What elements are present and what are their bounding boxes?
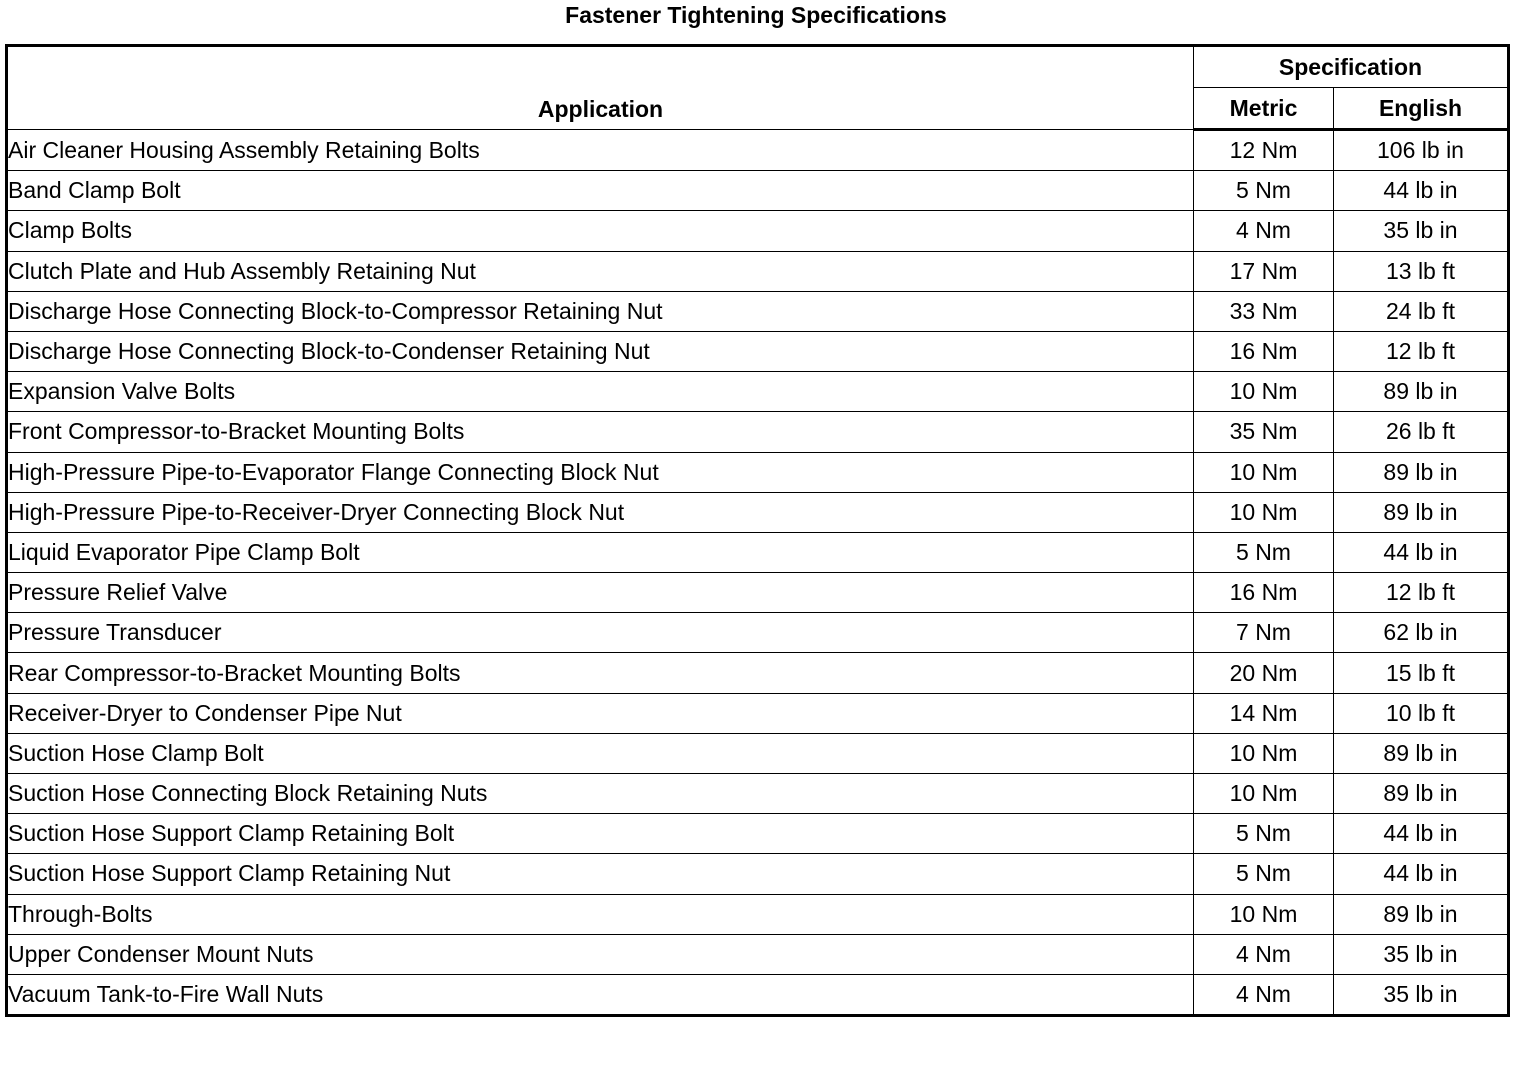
table-row	[7, 854, 1509, 894]
metric-cell: 10 Nm	[1194, 372, 1334, 412]
metric-cell: 10 Nm	[1194, 733, 1334, 773]
application-cell: Discharge Hose Connecting Block-to-Compressor Retaining Nut	[7, 291, 1194, 331]
table-row	[7, 211, 1509, 251]
table-row	[7, 291, 1509, 331]
application-cell: Pressure Transducer	[7, 613, 1194, 653]
metric-cell: 12 Nm	[1194, 130, 1334, 171]
table-row	[7, 573, 1509, 613]
metric-cell: 16 Nm	[1194, 331, 1334, 371]
application-cell: Front Compressor-to-Bracket Mounting Bolts	[7, 412, 1194, 452]
english-cell: 35 lb in	[1334, 934, 1509, 974]
english-cell: 89 lb in	[1334, 733, 1509, 773]
metric-cell: 5 Nm	[1194, 171, 1334, 211]
metric-cell: 14 Nm	[1194, 693, 1334, 733]
metric-cell: 17 Nm	[1194, 251, 1334, 291]
english-cell: 24 lb ft	[1334, 291, 1509, 331]
metric-cell: 35 Nm	[1194, 412, 1334, 452]
specification-column-header: Specification	[1194, 46, 1509, 88]
metric-cell: 16 Nm	[1194, 573, 1334, 613]
english-cell: 106 lb in	[1334, 130, 1509, 171]
application-cell: Discharge Hose Connecting Block-to-Condenser Retaining Nut	[7, 331, 1194, 371]
english-column-header: English	[1334, 88, 1509, 130]
table-row	[7, 452, 1509, 492]
application-cell: Pressure Relief Valve	[7, 573, 1194, 613]
english-cell: 89 lb in	[1334, 774, 1509, 814]
english-cell: 15 lb ft	[1334, 653, 1509, 693]
table-row	[7, 934, 1509, 974]
metric-cell: 5 Nm	[1194, 854, 1334, 894]
english-cell: 44 lb in	[1334, 854, 1509, 894]
application-cell: Rear Compressor-to-Bracket Mounting Bolts	[7, 653, 1194, 693]
table-row	[7, 653, 1509, 693]
metric-column-header: Metric	[1194, 88, 1334, 130]
application-cell: Liquid Evaporator Pipe Clamp Bolt	[7, 532, 1194, 572]
metric-cell: 10 Nm	[1194, 452, 1334, 492]
metric-cell: 10 Nm	[1194, 492, 1334, 532]
table-row	[7, 251, 1509, 291]
table-row	[7, 974, 1509, 1015]
english-cell: 62 lb in	[1334, 613, 1509, 653]
fastener-spec-table	[5, 44, 1510, 1017]
metric-cell: 7 Nm	[1194, 613, 1334, 653]
table-row	[7, 492, 1509, 532]
application-cell: Suction Hose Support Clamp Retaining Bolt	[7, 814, 1194, 854]
application-cell: Vacuum Tank-to-Fire Wall Nuts	[7, 974, 1194, 1015]
english-cell: 12 lb ft	[1334, 331, 1509, 371]
application-cell: Suction Hose Clamp Bolt	[7, 733, 1194, 773]
table-row	[7, 814, 1509, 854]
english-cell: 89 lb in	[1334, 492, 1509, 532]
table-header	[7, 46, 1509, 130]
metric-cell: 33 Nm	[1194, 291, 1334, 331]
table-row	[7, 894, 1509, 934]
application-column-header: Application	[7, 46, 1194, 130]
table-body	[7, 130, 1509, 1016]
application-cell: Clamp Bolts	[7, 211, 1194, 251]
english-cell: 89 lb in	[1334, 372, 1509, 412]
english-cell: 12 lb ft	[1334, 573, 1509, 613]
application-cell: Air Cleaner Housing Assembly Retaining Bolts	[7, 130, 1194, 171]
application-cell: Expansion Valve Bolts	[7, 372, 1194, 412]
english-cell: 44 lb in	[1334, 171, 1509, 211]
metric-cell: 5 Nm	[1194, 814, 1334, 854]
metric-cell: 4 Nm	[1194, 934, 1334, 974]
metric-cell: 4 Nm	[1194, 974, 1334, 1015]
metric-cell: 10 Nm	[1194, 774, 1334, 814]
english-cell: 44 lb in	[1334, 814, 1509, 854]
table-row	[7, 733, 1509, 773]
english-cell: 26 lb ft	[1334, 412, 1509, 452]
english-cell: 35 lb in	[1334, 211, 1509, 251]
application-cell: Clutch Plate and Hub Assembly Retaining Nut	[7, 251, 1194, 291]
application-cell: Upper Condenser Mount Nuts	[7, 934, 1194, 974]
english-cell: 13 lb ft	[1334, 251, 1509, 291]
application-cell: Suction Hose Connecting Block Retaining Nuts	[7, 774, 1194, 814]
table-row	[7, 171, 1509, 211]
table-row	[7, 372, 1509, 412]
table-row	[7, 331, 1509, 371]
metric-cell: 10 Nm	[1194, 894, 1334, 934]
english-cell: 89 lb in	[1334, 894, 1509, 934]
english-cell: 35 lb in	[1334, 974, 1509, 1015]
page-title: Fastener Tightening Specifications	[565, 2, 947, 28]
english-cell: 89 lb in	[1334, 452, 1509, 492]
english-cell: 10 lb ft	[1334, 693, 1509, 733]
table-row	[7, 693, 1509, 733]
application-cell: High-Pressure Pipe-to-Receiver-Dryer Connecting Block Nut	[7, 492, 1194, 532]
metric-cell: 20 Nm	[1194, 653, 1334, 693]
application-cell: Through-Bolts	[7, 894, 1194, 934]
application-cell: Receiver-Dryer to Condenser Pipe Nut	[7, 693, 1194, 733]
english-cell: 44 lb in	[1334, 532, 1509, 572]
table-row	[7, 613, 1509, 653]
table-row	[7, 532, 1509, 572]
table-row	[7, 774, 1509, 814]
table-row	[7, 412, 1509, 452]
metric-cell: 5 Nm	[1194, 532, 1334, 572]
application-cell: High-Pressure Pipe-to-Evaporator Flange Connecting Block Nut	[7, 452, 1194, 492]
table-row	[7, 130, 1509, 171]
metric-cell: 4 Nm	[1194, 211, 1334, 251]
application-cell: Band Clamp Bolt	[7, 171, 1194, 211]
application-cell: Suction Hose Support Clamp Retaining Nut	[7, 854, 1194, 894]
